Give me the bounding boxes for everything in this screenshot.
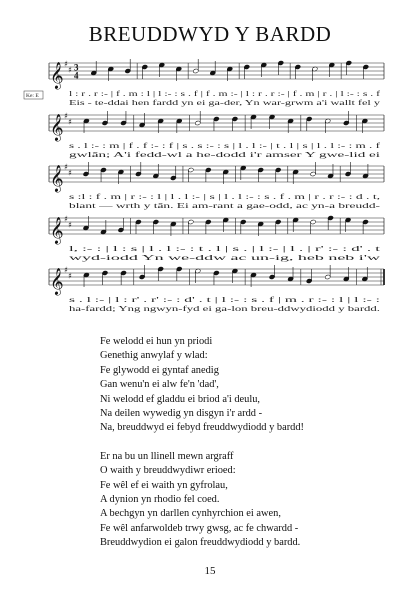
treble-clef-icon: 𝄞 <box>50 269 64 295</box>
sharp-icon: ♯ <box>68 117 72 127</box>
music-system <box>49 162 384 210</box>
poem-line: O waith y breuddwydiwr erioed: <box>100 465 236 477</box>
poem-line: Er na bu un llinell mewn argraff <box>100 450 234 462</box>
solfa-line: s . l :- | l : r' . r' :- : d' . t | l :- : s . f | m . r :- : l | l :- : <box>69 296 381 304</box>
poem-line: Fe welodd ei hun yn priodi <box>100 336 213 347</box>
time-signature-bottom: 4 <box>74 70 79 81</box>
music-system <box>49 215 384 263</box>
lyrics-line: Eis - te-ddai hen fardd yn ei ga-der, Yn war-grwm a'i wallt fel y <box>69 99 381 107</box>
key-label: Ke: E <box>26 93 39 99</box>
time-signature-top: 3 <box>74 62 79 73</box>
lyrics-line: wyd-iodd Yn we-ddw ac un-ig, heb neb i'w <box>69 254 383 262</box>
sharp-icon: ♯ <box>64 162 68 172</box>
poem-line: A dynion yn rhodio fel coed. <box>100 494 220 506</box>
poem <box>100 335 400 565</box>
sharp-icon: ♯ <box>68 65 72 75</box>
solfa-line: l : r . r :- | f . m : l | l :- : s . f | f . m :- | l : r . r :- | f . m | r . | l :- : s . f <box>69 90 382 98</box>
song-title: BREUDDWYD Y BARDD <box>88 22 332 46</box>
poem-line: A bechgyn yn darllen cynhyrchion ei awen, <box>100 508 281 520</box>
treble-clef-icon: 𝄞 <box>50 63 64 89</box>
solfa-line: s . l :- : m | f . f :- : f | s . s :- : s | l . l :- | t . l | s | l . l :- : m . f <box>69 142 382 150</box>
poem-line: Genethig anwylaf y wlad: <box>100 350 208 362</box>
poem-line: Fe wêl anfarwoldeb trwy gwsg, ac fe chwardd - <box>100 522 299 534</box>
poem-line: Fe wêl ef ei waith yn gyfrolau, <box>100 479 228 491</box>
solfa-line: l, :- : | l : s | l . l :- : t . l | s . | l :- | l . | r' :- : d' . t <box>69 245 381 253</box>
poem-stanza <box>100 450 400 551</box>
music-system <box>49 111 384 159</box>
lyrics-line: ha-fardd; Yng ngwyn-fyd ei ga-lon breu-ddwydiodd y bardd. <box>69 305 381 313</box>
sharp-icon: ♯ <box>68 220 72 230</box>
poem-line: Fe glywodd ei gyntaf anedig <box>100 364 219 376</box>
sharp-icon: ♯ <box>64 59 68 69</box>
sharp-icon: ♯ <box>68 168 72 178</box>
poem-stanza <box>100 335 400 436</box>
page-number: 15 <box>204 565 216 577</box>
treble-clef-icon: 𝄞 <box>50 166 64 192</box>
treble-clef-icon: 𝄞 <box>50 115 64 141</box>
poem-line: Gan wenu'n ei alw fe'n 'dad', <box>100 379 219 391</box>
solfa-line: s :l : f . m | r :- : l | l . l :- | s | l . l :- : s . f . m | r . r :- : d . t, <box>69 193 381 201</box>
treble-clef-icon: 𝄞 <box>50 218 64 244</box>
sharp-icon: ♯ <box>64 111 68 121</box>
poem-line: Na deilen wywedig yn disgyn i'r ardd - <box>100 408 263 420</box>
music-system <box>49 265 384 313</box>
sharp-icon: ♯ <box>64 214 68 224</box>
poem-line: Na, breuddwyd ei febyd freuddwydiodd y bardd! <box>100 422 305 434</box>
sharp-icon: ♯ <box>64 265 68 275</box>
lyrics-line: blant — wrth y tân. Ei am-rant a gae-odd, ac yn-a breudd- <box>69 202 382 210</box>
poem-line: Breuddwydion ei galon freuddwydiodd y bardd. <box>100 537 301 549</box>
sharp-icon: ♯ <box>68 271 72 281</box>
lyrics-line: gwlân; A'i fedd-wl a he-dodd i'r amser Y gwe-lid ei <box>69 151 381 159</box>
music-system <box>24 59 384 107</box>
poem-line: Ni welodd ef gladdu ei briod a'i deulu, <box>100 393 260 405</box>
